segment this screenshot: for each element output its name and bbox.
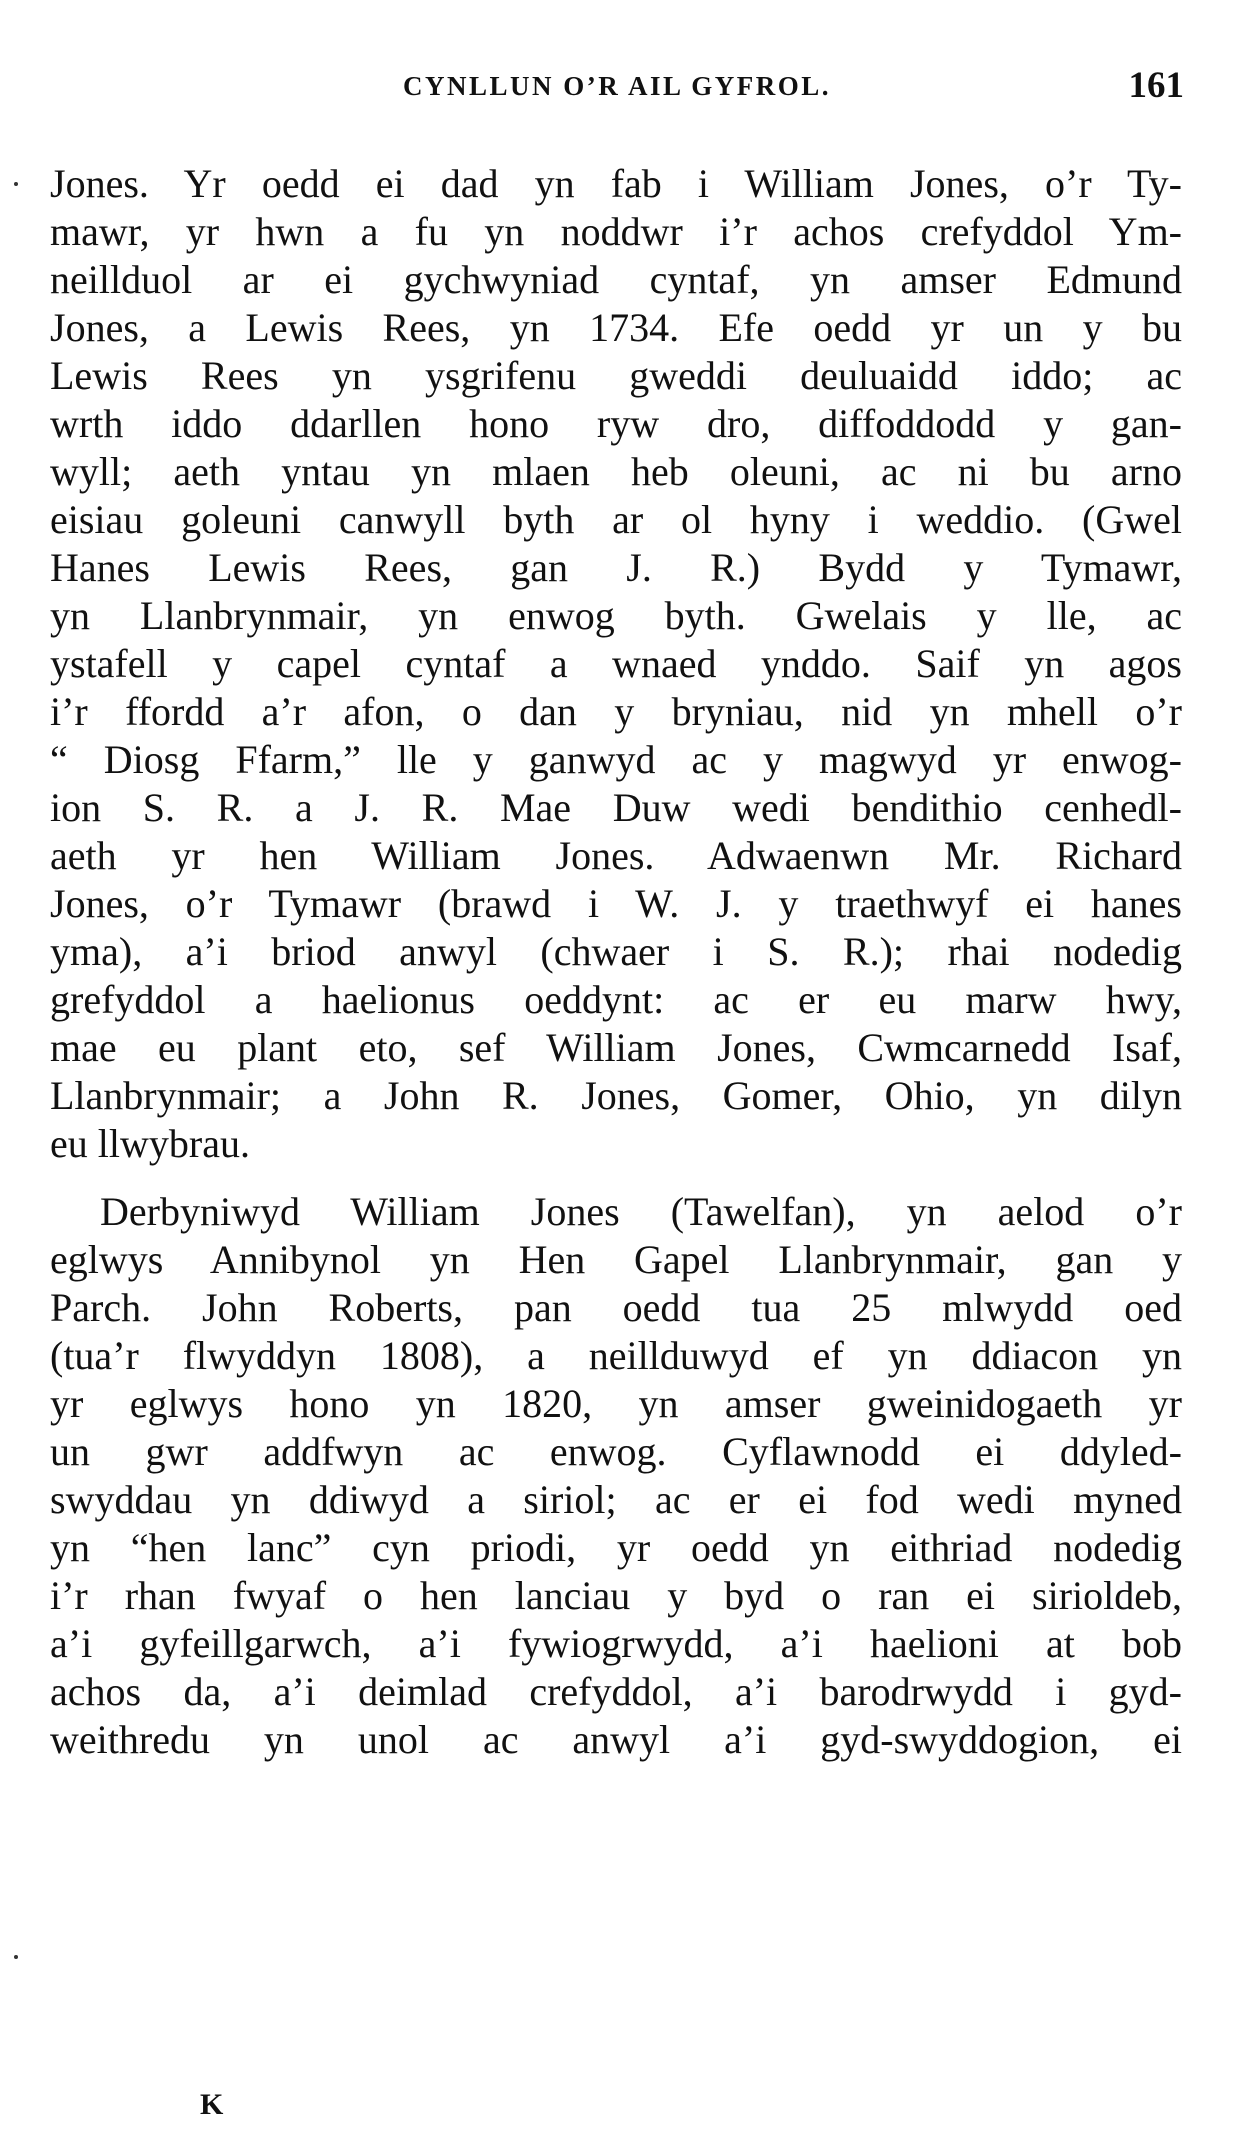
text-line: wrth iddo ddarllen hono ryw dro, diffoddodd y gan- [50,401,1182,446]
text-line: eisiau goleuni canwyll byth ar ol hyny i weddio. (Gwel [50,497,1182,542]
text-line: yn Llanbrynmair, yn enwog byth. Gwelais y lle, ac [50,593,1182,638]
signature-mark: K [200,2088,224,2121]
text-line: mae eu plant eto, sef William Jones, Cwmcarnedd Isaf, [50,1025,1182,1070]
text-line: mawr, yr hwn a fu yn noddwr i’r achos crefyddol Ym- [50,209,1182,254]
text-line: eglwys Annibynol yn Hen Gapel Llanbrynmair, gan y [50,1237,1182,1282]
text-line: ystafell y capel cyntaf a wnaed ynddo. Saif yn agos [50,641,1182,686]
text-line: ion S. R. a J. R. Mae Duw wedi bendithio cenhedl- [50,785,1182,830]
text-line: wyll; aeth yntau yn mlaen heb oleuni, ac ni bu arno [50,449,1182,494]
text-line: un gwr addfwyn ac enwog. Cyflawnodd ei ddyled- [50,1429,1182,1474]
text-line: grefyddol a haelionus oeddynt: ac er eu marw hwy, [50,977,1182,1022]
text-line: yma), a’i briod anwyl (chwaer i S. R.); rhai nodedig [50,929,1182,974]
page-number: 161 [1128,65,1184,106]
text-line: Parch. John Roberts, pan oedd tua 25 mlwydd oed [50,1285,1182,1330]
text-line: a’i gyfeillgarwch, a’i fywiogrwydd, a’i haelioni at bob [50,1621,1182,1666]
paragraph-gap [50,1168,1182,1188]
running-head [50,64,1184,108]
text-line: yr eglwys hono yn 1820, yn amser gweinidogaeth yr [50,1381,1182,1426]
text-line: yn “hen lanc” cyn priodi, yr oedd yn eithriad nodedig [50,1525,1182,1570]
paragraph [50,1188,1182,1764]
paragraph [50,160,1182,1168]
text-line: achos da, a’i deimlad crefyddol, a’i barodrwydd i gyd- [50,1669,1182,1714]
text-line: Jones. Yr oedd ei dad yn fab i William Jones, o’r Ty- [50,161,1182,206]
margin-speck [14,1955,18,1959]
margin-speck [14,182,18,186]
text-line: Llanbrynmair; a John R. Jones, Gomer, Ohio, yn dilyn [50,1073,1182,1118]
text-line: eu llwybrau. [50,1121,250,1166]
text-line: Jones, o’r Tymawr (brawd i W. J. y traethwyf ei hanes [50,881,1182,926]
running-title: CYNLLUN O’R AIL GYFROL. [402,71,832,101]
text-line: Lewis Rees yn ysgrifenu gweddi deuluaidd iddo; ac [50,353,1182,398]
text-line: Hanes Lewis Rees, gan J. R.) Bydd y Tymawr, [50,545,1182,590]
text-line: i’r ffordd a’r afon, o dan y bryniau, nid yn mhell o’r [50,689,1182,734]
text-line: neillduol ar ei gychwyniad cyntaf, yn amser Edmund [50,257,1182,302]
text-line: (tua’r flwyddyn 1808), a neillduwyd ef yn ddiacon yn [50,1333,1182,1378]
text-line: Jones, a Lewis Rees, yn 1734. Efe oedd yr un y bu [50,305,1182,350]
text-line: Derbyniwyd William Jones (Tawelfan), yn aelod o’r [100,1189,1182,1234]
text-line: swyddau yn ddiwyd a siriol; ac er ei fod wedi myned [50,1477,1182,1522]
body-text [50,160,1182,1764]
text-line: weithredu yn unol ac anwyl a’i gyd-swyddogion, ei [50,1717,1182,1762]
text-line: “ Diosg Ffarm,” lle y ganwyd ac y magwyd yr enwog- [50,737,1182,782]
text-line: i’r rhan fwyaf o hen lanciau y byd o ran ei sirioldeb, [50,1573,1182,1618]
text-line: aeth yr hen William Jones. Adwaenwn Mr. Richard [50,833,1182,878]
